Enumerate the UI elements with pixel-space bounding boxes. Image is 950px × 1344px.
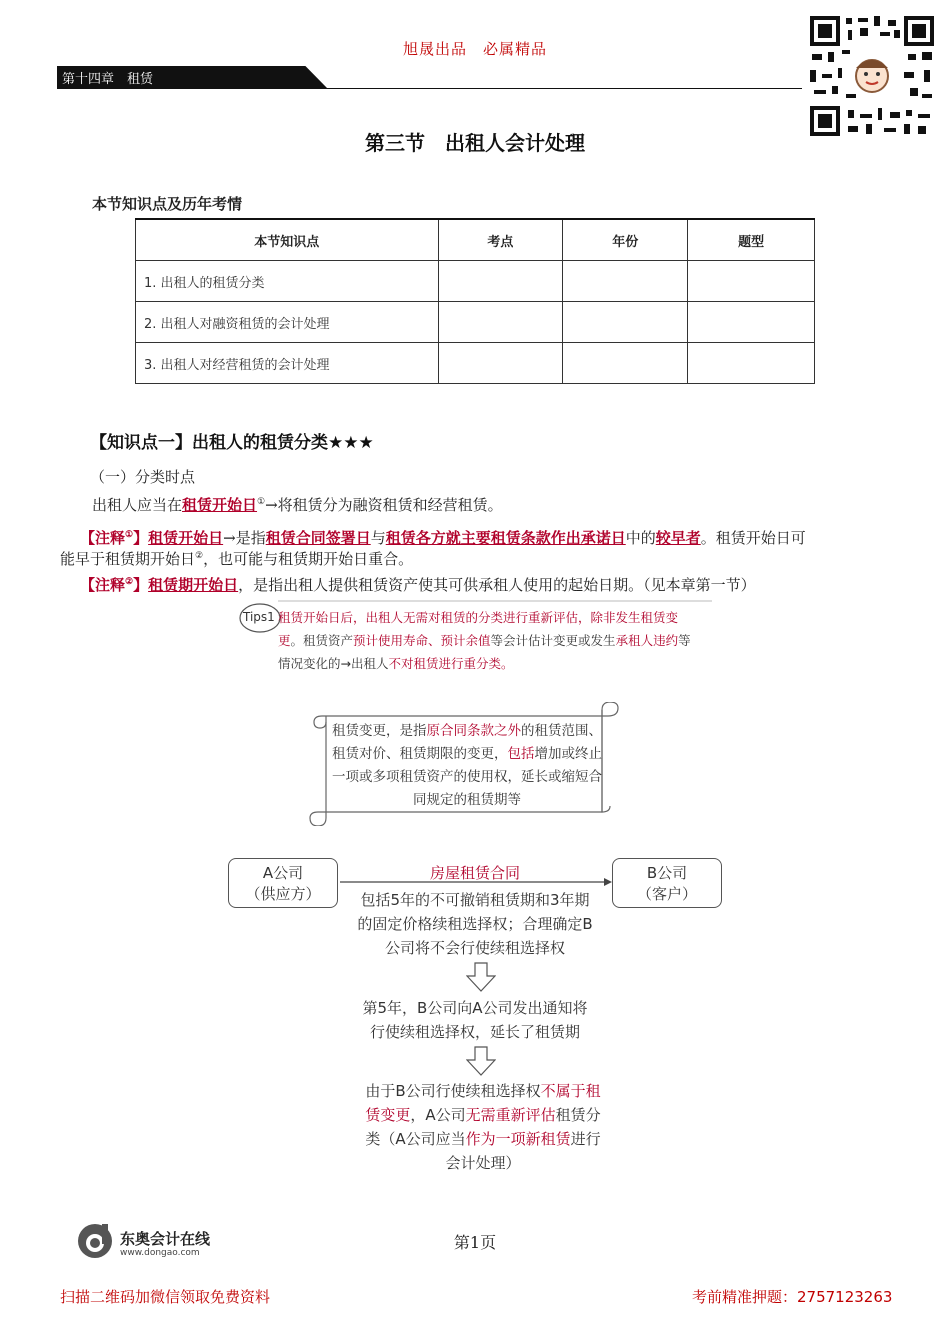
table-row — [136, 302, 815, 343]
party-b-role: （客户） — [636, 885, 697, 903]
table-cell: 2. 出租人对融资租赁的会计处理 — [136, 302, 439, 343]
party-b-box — [612, 858, 722, 908]
footer-right-text: 考前精准押题：2757123263 — [692, 1288, 893, 1306]
note-1: 【注释①】租赁开始日→是指租赁合同签署日与租赁各方就主要租赁条款作出承诺日中的较早者。租赁开始日可 — [80, 529, 806, 547]
party-b-name: B公司 — [646, 864, 688, 882]
chapter-label: 第十四章 租赁 — [62, 72, 154, 87]
qr-code-icon — [808, 14, 936, 138]
table-cell — [563, 302, 688, 343]
table-header: 题型 — [688, 219, 815, 261]
overview-label: 本节知识点及历年考情 — [92, 195, 243, 213]
knowledge-table — [135, 218, 815, 384]
note-1-continued: 能早于租赁期开始日②，也可能与租赁期开始日重合。 — [60, 550, 414, 568]
section-title: 第三节 出租人会计处理 — [365, 131, 585, 155]
table-cell — [563, 343, 688, 384]
table-header: 考点 — [438, 219, 563, 261]
tips-text: 租赁开始日后，出租人无需对租赁的分类进行重新评估，除非发生租赁变更。租赁资产预计使用寿命、预计余值等会计估计变更或发生承租人违约等情况变化的→出租人不对租赁进行重分类。 — [278, 610, 691, 671]
table-cell — [688, 261, 815, 302]
table-row — [136, 261, 815, 302]
paragraph-classification-time: 出租人应当在租赁开始日①→将租赁分为融资租赁和经营租赁。 — [92, 496, 503, 514]
party-a-role: （供应方） — [245, 885, 321, 903]
note-2: 【注释②】租赁期开始日，是指出租人提供租赁资产使其可供承租人使用的起始日期。（见本章第一节） — [80, 576, 756, 594]
down-arrow-icon — [466, 962, 496, 992]
contract-arrow-icon — [340, 876, 612, 888]
flow-step-3: 由于B公司行使续租选择权不属于租赁变更，A公司无需重新评估租赁分类（A公司应当作为一项新租赁进行会计处理） — [365, 1082, 601, 1172]
page-number: 第1页 — [453, 1233, 497, 1252]
flow-step-2: 第5年，B公司向A公司发出通知将行使续租选择权，延长了租赁期 — [362, 999, 588, 1041]
footer-left-text: 扫描二维码加微信领取免费资料 — [60, 1288, 271, 1306]
table-header: 年份 — [563, 219, 688, 261]
table-cell — [563, 261, 688, 302]
table-header: 本节知识点 — [136, 219, 439, 261]
header-slogan: 旭晟出品 必属精品 — [402, 40, 547, 58]
flow-step-1: 包括5年的不可撤销租赁期和3年期的固定价格续租选择权；合理确定B公司将不会行使续租选择权 — [357, 891, 593, 957]
header-divider — [57, 88, 802, 89]
table-header-row — [136, 219, 815, 261]
table-cell — [438, 343, 563, 384]
logo-name: 东奥会计在线 — [120, 1230, 211, 1248]
knowledge-heading: 【知识点一】出租人的租赁分类★★★ — [90, 433, 374, 453]
scroll-note-text: 租赁变更，是指原合同条款之外的租赁范围、租赁对价、租赁期限的变更，包括增加或终止一项或多项租赁资产的使用权，延长或缩短合同规定的租赁期等 — [332, 723, 602, 808]
table-cell: 3. 出租人对经营租赁的会计处理 — [136, 343, 439, 384]
table-cell — [688, 343, 815, 384]
subsection-label: （一）分类时点 — [90, 468, 196, 486]
table-cell — [438, 261, 563, 302]
tips-badge: Tips1 — [243, 610, 275, 624]
contract-label: 房屋租赁合同 — [429, 864, 520, 882]
table-cell: 1. 出租人的租赁分类 — [136, 261, 439, 302]
logo-url: www.dongao.com — [120, 1248, 200, 1258]
table-cell — [688, 302, 815, 343]
table-cell — [438, 302, 563, 343]
down-arrow-icon — [466, 1046, 496, 1076]
term-lease-inception: 租赁开始日 — [182, 496, 258, 514]
party-a-box — [228, 858, 338, 908]
party-a-name: A公司 — [262, 864, 304, 882]
table-row — [136, 343, 815, 384]
